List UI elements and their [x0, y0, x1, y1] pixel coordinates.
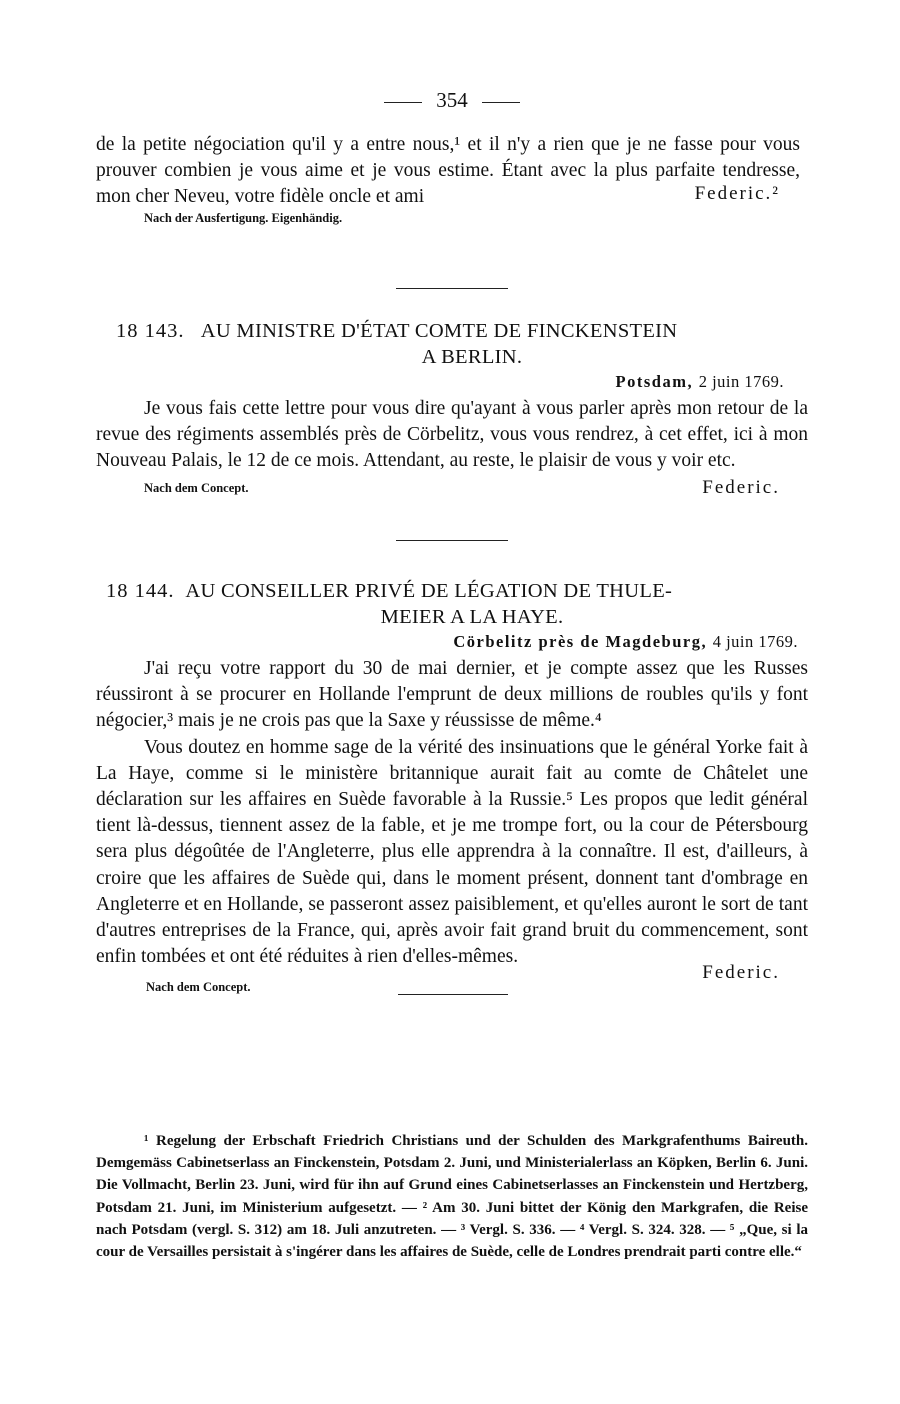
- page-number: 354: [436, 88, 468, 112]
- page-header: [96, 88, 808, 113]
- source-note: Nach der Ausfertigung. Eigenhändig.: [144, 210, 343, 225]
- source-note: Nach dem Concept.: [144, 480, 249, 495]
- dateline-place: Potsdam,: [615, 372, 694, 391]
- dateline-place: Cörbelitz près de Magdeburg,: [453, 632, 708, 651]
- signature: Federic.²: [694, 182, 780, 204]
- header-dash-left: [384, 102, 422, 103]
- letter-body-paragraph: Vous doutez en homme sage de la vérité des insinuations que le général Yorke fait à La Haye, comme si le ministère britannique aurait fait au comte de Châtelet une déclaration sur les affaires en Suède favorable à la Russie.⁵ Les propos que ledit général tient là-dessus, tiennent assez de la fable, et je me trompe fort, ou la cour de Pétersbourg sera plus dégoûtée de l'Angleterre, plus elle apprendra à la connaître. Il est, d'ailleurs, à croire que les affaires de Suède qui, dans le moment présent, donnent tant d'ombrage en Angleterre et en Hollande, se passeront assez paisiblement, et qu'elles auront le sort de tant d'autres entreprises de la France, qui, après avoir fait grand bruit du commencement, sont enfin tombées et ont été réduites à rien d'elles-mêmes.: [96, 736, 808, 968]
- dateline: [96, 372, 808, 392]
- header-dash-right: [482, 102, 520, 103]
- letter-18143: [96, 318, 808, 505]
- footnotes: ¹ Regelung der Erbschaft Friedrich Christians und der Schulden des Markgrafenthums Baireuth. Demgemäss Cabinetserlass an Finckenstein, Potsdam 2. Juni, und Ministerialerlass an Köpken, Berlin 6. Juni. Die Vollmacht, Berlin 23. Juni, wird für ihn auf Grund eines Cabinetserlasses an Finckenstein und Hertzberg, Potsdam 21. Juni, im Ministerium aufgesetzt. — ² Am 30. Juni bittet der König den Markgrafen, die Reise nach Potsdam (vergl. S. 312) am 18. Juli anzutreten. — ³ Vergl. S. 336. — ⁴ Vergl. S. 324. 328. — ⁵ „Que, si la cour de Versailles persistait à s'ingérer dans les affaires de Suède, celle de Londres prendrait parti contre elle.“: [96, 1133, 808, 1261]
- letter-body-paragraph: J'ai reçu votre rapport du 30 de mai dernier, et je compte assez que les Russes réussiront à se procurer en Hollande l'emprunt de deux millions de roubles qu'ils y font négocier,³ mais je ne crois pas que la Saxe y réussisse de même.⁴: [96, 658, 808, 732]
- letter-heading: [96, 318, 808, 344]
- section-divider: [396, 288, 508, 289]
- letter-heading-line2: MEIER A LA HAYE.: [380, 606, 564, 628]
- letter-body: Je vous fais cette lettre pour vous dire qu'ayant à vous parler après mon retour de la revue des régiments assemblés près de Cörbelitz, vous vous rendrez, à cet effet, ici à mon Nouveau Palais, le 12 de ce mois. Attendant, au reste, le plaisir de vous y voir etc.: [96, 398, 808, 472]
- signature: Federic.: [702, 476, 780, 498]
- dateline-date: 4 juin 1769.: [712, 632, 798, 651]
- letter-number: 18 143.: [116, 320, 185, 342]
- letter-number: 18 144.: [106, 580, 175, 602]
- source-note: Nach dem Concept.: [146, 980, 251, 995]
- signature: Federic.: [702, 962, 780, 984]
- section-divider: [396, 540, 508, 541]
- dateline: [96, 632, 808, 652]
- letter-heading-line1: AU MINISTRE D'ÉTAT COMTE DE FINCKENSTEIN: [200, 320, 678, 342]
- letter-heading-line1: AU CONSEILLER PRIVÉ DE LÉGATION DE THULE-: [185, 580, 673, 602]
- footnote-divider: [398, 994, 508, 995]
- letter-heading-line2: A BERLIN.: [421, 346, 523, 368]
- top-letter-body: de la petite négociation qu'il y a entre nous,¹ et il n'y a rien que je ne fasse pour vous prouver combien je vous aime et je vous estime. Étant avec la plus parfaite tendresse, mon cher Neveu, votre fidèle oncle et ami: [96, 134, 800, 208]
- dateline-date: 2 juin 1769.: [698, 372, 784, 391]
- top-letter: [96, 132, 808, 241]
- letter-heading: [96, 578, 808, 604]
- letter-18144: [96, 578, 808, 1000]
